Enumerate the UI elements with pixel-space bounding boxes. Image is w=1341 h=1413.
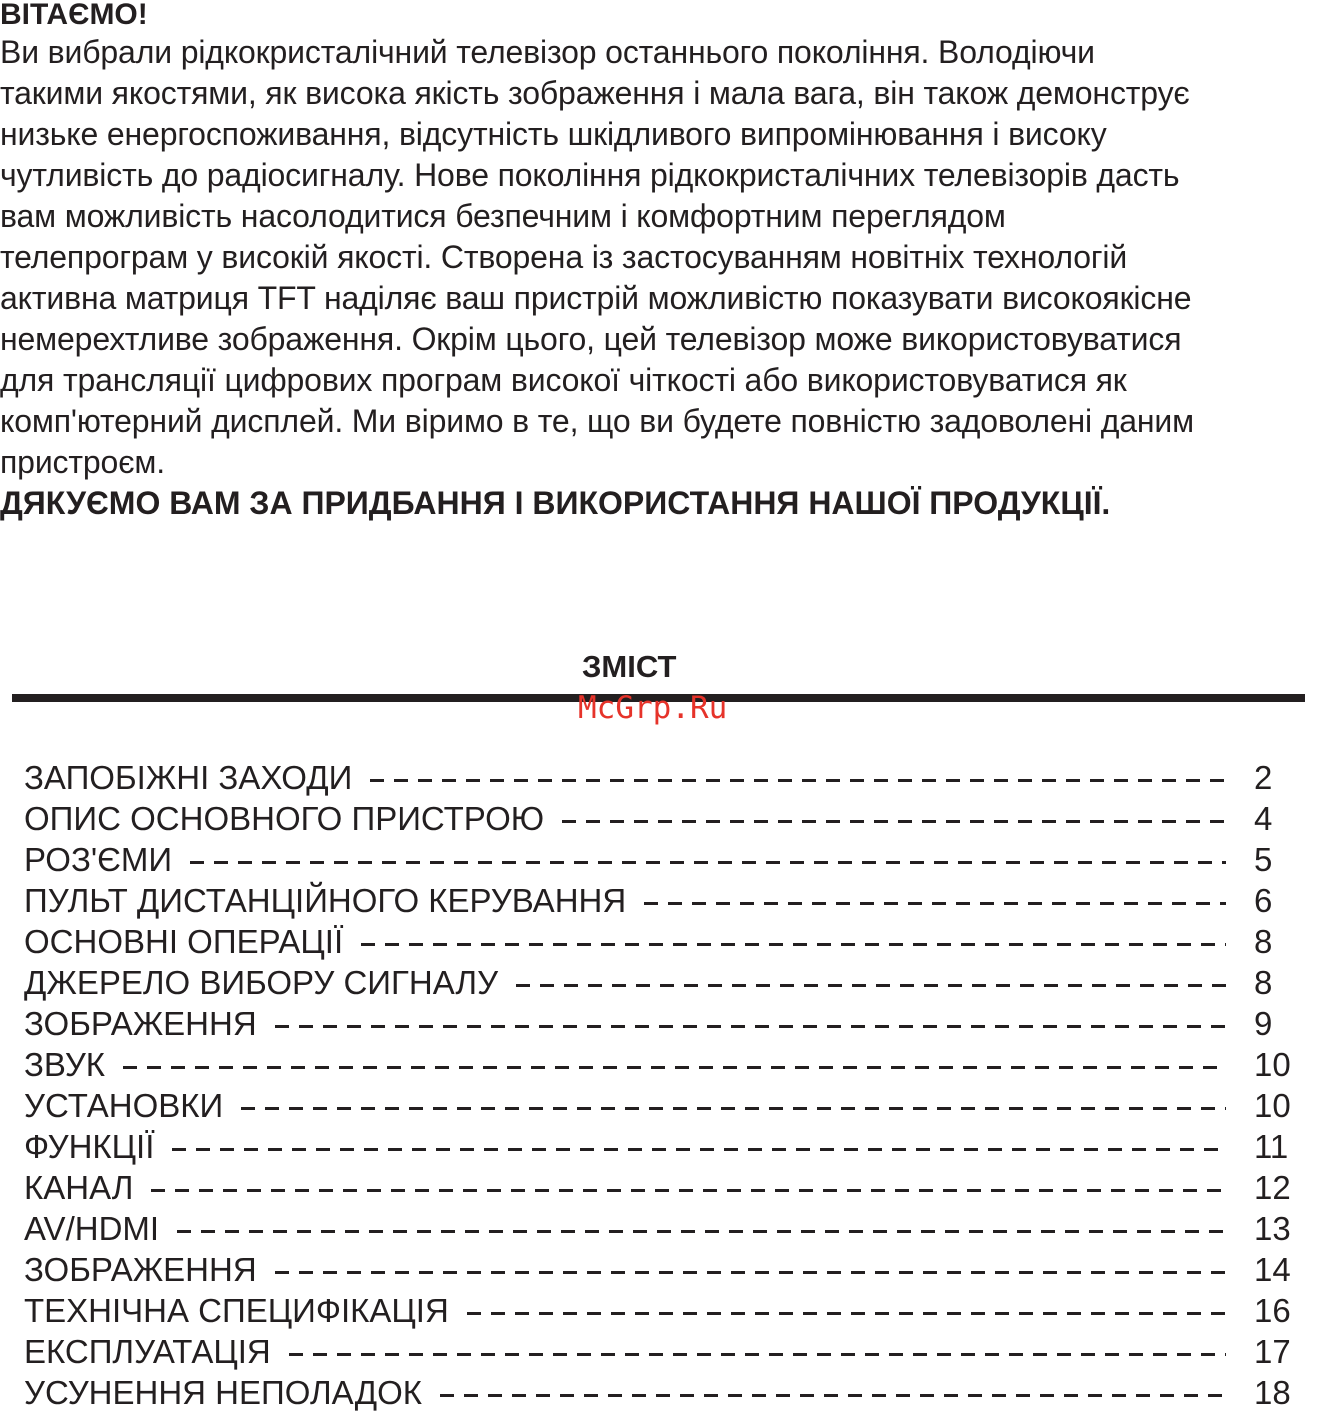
toc-entry-label: ДЖЕРЕЛО ВИБОРУ СИГНАЛУ: [24, 964, 499, 1001]
toc-entry-label: ЗАПОБІЖНІ ЗАХОДИ: [24, 759, 353, 796]
toc-entry-page: 2: [1254, 759, 1273, 796]
toc-entry[interactable]: [24, 757, 1314, 798]
table-of-contents: [24, 757, 1314, 1413]
toc-entry-page: 13: [1254, 1210, 1291, 1247]
intro-paragraph: [0, 32, 1341, 483]
paragraph-line: такими якостями, як висока якість зображення і мала вага, він також демонструє: [0, 75, 1190, 111]
toc-entry-page: 11: [1254, 1128, 1289, 1165]
paragraph-line: чутливість до радіосигналу. Нове покоління рідкокристалічних телевізорів дасть: [0, 157, 1180, 193]
toc-entry-label: AV/HDMI: [24, 1210, 160, 1247]
toc-entry[interactable]: [24, 880, 1314, 921]
toc-entry-label: УСУНЕННЯ НЕПОЛАДОК: [24, 1374, 423, 1411]
toc-entry[interactable]: [24, 1003, 1314, 1044]
toc-entry-label: ТЕХНІЧНА СПЕЦИФІКАЦІЯ: [24, 1292, 449, 1329]
toc-leader-dots: [370, 779, 1226, 782]
toc-entry-page: 10: [1254, 1087, 1291, 1124]
welcome-heading: ВІТАЄМО!: [0, 0, 148, 31]
paragraph-line: комп'ютерний дисплей. Ми віримо в те, що ви будете повністю задоволені даним: [0, 403, 1195, 439]
toc-entry[interactable]: [24, 1085, 1314, 1126]
toc-entry-page: 6: [1254, 882, 1273, 919]
toc-entry-label: ЗОБРАЖЕННЯ: [24, 1251, 257, 1288]
toc-entry-label: ЗОБРАЖЕННЯ: [24, 1005, 257, 1042]
toc-entry-label: ЕКСПЛУАТАЦІЯ: [24, 1333, 271, 1370]
toc-entry-page: 16: [1254, 1292, 1291, 1329]
toc-entry-page: 17: [1254, 1333, 1291, 1370]
toc-leader-dots: [151, 1189, 1226, 1192]
toc-entry-page: 9: [1254, 1005, 1273, 1042]
toc-entry-page: 10: [1254, 1046, 1291, 1083]
toc-entry[interactable]: [24, 1208, 1314, 1249]
toc-entry-page: 12: [1254, 1169, 1291, 1206]
toc-entry-label: ЗВУК: [24, 1046, 106, 1083]
toc-entry[interactable]: [24, 839, 1314, 880]
toc-leader-dots: [562, 820, 1226, 823]
paragraph-line: вам можливість насолодитися безпечним і комфортним переглядом: [0, 198, 1006, 234]
toc-entry-page: 4: [1254, 800, 1273, 837]
toc-leader-dots: [123, 1066, 1226, 1069]
toc-entry[interactable]: [24, 1331, 1314, 1372]
toc-entry-page: 8: [1254, 964, 1273, 1001]
toc-leader-dots: [289, 1353, 1226, 1356]
toc-leader-dots: [275, 1025, 1226, 1028]
toc-entry[interactable]: [24, 1167, 1314, 1208]
thanks-heading: ДЯКУЄМО ВАМ ЗА ПРИДБАННЯ І ВИКОРИСТАННЯ НАШОЇ ПРОДУКЦІЇ.: [0, 485, 1111, 521]
toc-leader-dots: [516, 984, 1226, 987]
toc-entry[interactable]: [24, 798, 1314, 839]
toc-leader-dots: [241, 1107, 1226, 1110]
toc-entry-page: 5: [1254, 841, 1273, 878]
toc-entry-page: 18: [1254, 1374, 1291, 1411]
toc-leader-dots: [361, 943, 1226, 946]
toc-leader-dots: [172, 1148, 1226, 1151]
toc-entry[interactable]: [24, 1044, 1314, 1085]
toc-entry[interactable]: [24, 1372, 1314, 1413]
toc-entry-page: 14: [1254, 1251, 1291, 1288]
toc-entry[interactable]: [24, 921, 1314, 962]
toc-entry-label: УСТАНОВКИ: [24, 1087, 224, 1124]
toc-entry-label: КАНАЛ: [24, 1169, 134, 1206]
paragraph-line: для трансляції цифрових програм високої чіткості або використовуватися як: [0, 362, 1127, 398]
toc-entry-label: ФУНКЦІЇ: [24, 1128, 155, 1165]
toc-entry[interactable]: [24, 1290, 1314, 1331]
intro-section: [0, 0, 1341, 524]
toc-entry[interactable]: [24, 962, 1314, 1003]
toc-leader-dots: [275, 1271, 1226, 1274]
toc-entry-page: 8: [1254, 923, 1273, 960]
toc-entry-label: ПУЛЬТ ДИСТАНЦІЙНОГО КЕРУВАННЯ: [24, 882, 627, 919]
paragraph-line: Ви вибрали рідкокристалічний телевізор останнього покоління. Володіючи: [0, 34, 1095, 70]
watermark-logo: McGrp.Ru: [578, 690, 728, 726]
toc-leader-dots: [440, 1394, 1226, 1397]
paragraph-line: активна матриця TFT наділяє ваш пристрій можливістю показувати високоякісне: [0, 280, 1192, 316]
paragraph-line: телепрограм у високій якості. Створена із застосуванням новітніх технологій: [0, 239, 1128, 275]
paragraph-line: пристроєм.: [0, 444, 165, 480]
toc-entry-label: РОЗ'ЄМИ: [24, 841, 173, 878]
toc-title: ЗМІСТ: [582, 649, 677, 684]
toc-entry-label: ОПИС ОСНОВНОГО ПРИСТРОЮ: [24, 800, 545, 837]
toc-entry[interactable]: [24, 1126, 1314, 1167]
toc-leader-dots: [467, 1312, 1226, 1315]
toc-leader-dots: [190, 861, 1226, 864]
toc-leader-dots: [177, 1230, 1226, 1233]
toc-leader-dots: [644, 902, 1226, 905]
paragraph-line: немерехтливе зображення. Окрім цього, цей телевізор може використовуватися: [0, 321, 1182, 357]
paragraph-line: низьке енергоспоживання, відсутність шкідливого випромінювання і високу: [0, 116, 1107, 152]
toc-entry[interactable]: [24, 1249, 1314, 1290]
toc-entry-label: ОСНОВНІ ОПЕРАЦІЇ: [24, 923, 344, 960]
